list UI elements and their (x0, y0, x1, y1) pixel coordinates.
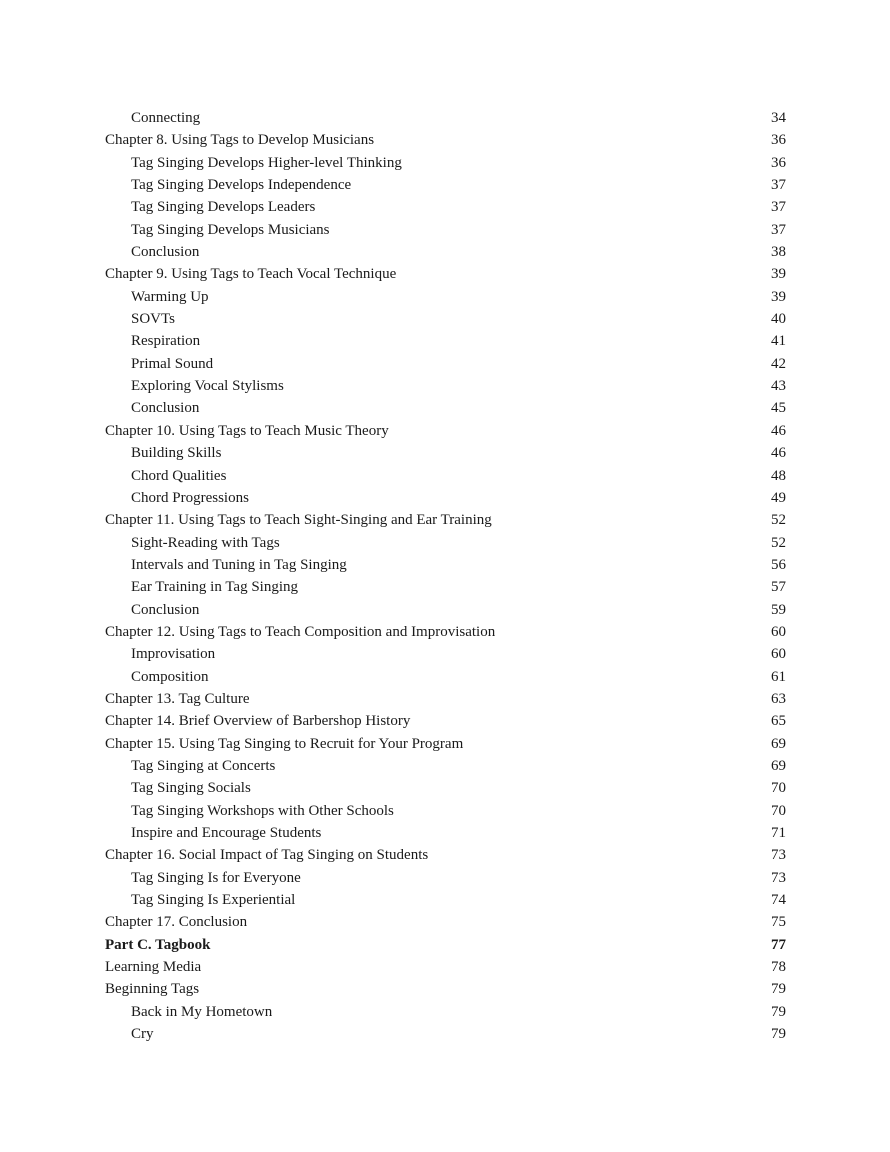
toc-entry-title: Conclusion (131, 601, 200, 618)
toc-entry-title: Ear Training in Tag Singing (131, 579, 299, 596)
toc-entry-section (105, 152, 786, 174)
toc-entry-title: Composition (131, 668, 209, 685)
toc-entry-title: Conclusion (131, 400, 200, 417)
toc-entry-section (105, 308, 786, 330)
toc-entry-page-number: 38 (771, 244, 786, 261)
toc-entry-page-number: 70 (771, 802, 786, 819)
toc-entry-page-number: 73 (771, 869, 786, 886)
toc-entry-page-number: 49 (771, 489, 786, 506)
toc-entry-page-number: 59 (771, 601, 786, 618)
toc-entry-section (105, 1001, 786, 1023)
toc-entry-title: Building Skills (131, 445, 222, 462)
toc-entry-section (105, 576, 786, 598)
toc-entry-page-number: 40 (771, 311, 786, 328)
toc-entry-chapter (105, 733, 786, 755)
toc-entry-title: Back in My Hometown (131, 1003, 273, 1020)
toc-entry-section (105, 755, 786, 777)
toc-entry-page-number: 61 (771, 668, 786, 685)
toc-entry-title: Sight-Reading with Tags (131, 534, 280, 551)
toc-entry-chapter (105, 263, 786, 285)
toc-entry-section (105, 822, 786, 844)
toc-entry-title: Chapter 16. Social Impact of Tag Singing on Students (105, 847, 429, 864)
toc-entry-title: Connecting (131, 110, 201, 126)
toc-entry-chapter (105, 978, 786, 1000)
toc-entry-title: Conclusion (131, 244, 200, 261)
toc-entry-chapter (105, 688, 786, 710)
toc-entry-section (105, 643, 786, 665)
toc-entry-page-number: 37 (771, 177, 786, 194)
toc-entry-section (105, 532, 786, 554)
toc-entry-title: Exploring Vocal Stylisms (131, 378, 284, 395)
toc-entry-title: Chapter 9. Using Tags to Teach Vocal Technique (105, 266, 397, 283)
toc-entry-section (105, 554, 786, 576)
toc-entry-chapter (105, 710, 786, 732)
toc-entry-page-number: 63 (771, 690, 786, 707)
toc-entry-title: Chapter 15. Using Tag Singing to Recruit for Your Program (105, 735, 464, 752)
toc-entry-title: Tag Singing Develops Higher-level Thinking (131, 154, 402, 171)
toc-entry-section (105, 241, 786, 263)
toc-entry-page-number: 79 (771, 1003, 786, 1020)
toc-entry-title: Tag Singing Socials (131, 780, 251, 797)
toc-entry-page-number: 36 (771, 154, 786, 171)
toc-entry-page-number: 60 (771, 623, 786, 640)
toc-entry-title: Tag Singing Develops Leaders (131, 199, 316, 216)
toc-entry-page-number: 71 (771, 825, 786, 841)
toc-entry-page-number: 65 (771, 713, 786, 730)
toc-entry-section (105, 465, 786, 487)
toc-entry-page-number: 36 (771, 132, 786, 149)
toc-entry-chapter (105, 911, 786, 933)
toc-entry-title: Beginning Tags (105, 981, 200, 998)
toc-entry-page-number: 78 (771, 959, 786, 976)
toc-entry-title: Chapter 12. Using Tags to Teach Composition and Improvisation (105, 623, 496, 640)
toc-entry-page-number: 69 (771, 735, 786, 752)
toc-entry-title: Chord Progressions (131, 489, 249, 506)
toc-entry-chapter (105, 509, 786, 531)
toc-entry-section (105, 397, 786, 419)
toc-entry-title: Tag Singing Develops Musicians (131, 221, 330, 238)
toc-entry-page-number: 69 (771, 757, 786, 774)
toc-entry-section (105, 196, 786, 218)
toc-entry-section (105, 286, 786, 308)
toc-entry-title: Intervals and Tuning in Tag Singing (131, 556, 347, 573)
toc-entry-title: Improvisation (131, 646, 216, 663)
toc-entry-page-number: 34 (771, 110, 786, 126)
toc-entry-chapter (105, 956, 786, 978)
toc-entry-page-number: 79 (771, 1026, 786, 1043)
toc-entry-chapter (105, 621, 786, 643)
toc-entry-title: Part C. Tagbook (105, 936, 211, 953)
toc-entry-section (105, 599, 786, 621)
toc-entry-title: Chapter 13. Tag Culture (105, 690, 250, 707)
toc-entry-page-number: 48 (771, 467, 786, 484)
toc-entry-page-number: 56 (771, 556, 786, 573)
toc-entry-title: Chapter 10. Using Tags to Teach Music Theory (105, 422, 389, 439)
toc-entry-section (105, 375, 786, 397)
toc-entry-page-number: 41 (771, 333, 786, 350)
toc-entry-page-number: 46 (771, 445, 786, 462)
toc-entry-page-number: 46 (771, 422, 786, 439)
toc-entry-title: Cry (131, 1026, 154, 1043)
toc-entry-title: Chord Qualities (131, 467, 227, 484)
toc-entry-page-number: 52 (771, 534, 786, 551)
toc-entry-section (105, 889, 786, 911)
toc-entry-section (105, 800, 786, 822)
toc-entry-page-number: 43 (771, 378, 786, 395)
toc-entry-section (105, 867, 786, 889)
toc-entry-page-number: 60 (771, 646, 786, 663)
toc-entry-chapter (105, 420, 786, 442)
toc-entry-page-number: 79 (771, 981, 786, 998)
toc-entry-title: Chapter 8. Using Tags to Develop Musicians (105, 132, 375, 149)
toc-entry-page-number: 52 (771, 512, 786, 529)
table-of-contents (105, 107, 786, 1045)
toc-entry-section (105, 666, 786, 688)
toc-entry-title: SOVTs (131, 311, 175, 328)
toc-entry-title: Tag Singing Workshops with Other Schools (131, 802, 394, 819)
toc-entry-section (105, 330, 786, 352)
toc-entry-title: Respiration (131, 333, 201, 350)
toc-entry-section (105, 219, 786, 241)
toc-entry-page-number: 45 (771, 400, 786, 417)
toc-entry-title: Chapter 11. Using Tags to Teach Sight-Singing and Ear Training (105, 512, 492, 529)
toc-entry-page-number: 74 (771, 892, 786, 909)
toc-entry-title: Inspire and Encourage Students (131, 825, 322, 841)
toc-entry-title: Chapter 14. Brief Overview of Barbershop History (105, 713, 411, 730)
toc-entry-title: Tag Singing Is Experiential (131, 892, 296, 909)
toc-entry-page-number: 75 (771, 914, 786, 931)
toc-entry-section (105, 777, 786, 799)
toc-entry-page-number: 77 (771, 936, 786, 953)
toc-entry-title: Warming Up (131, 288, 209, 305)
toc-entry-section (105, 487, 786, 509)
toc-entry-page-number: 39 (771, 266, 786, 283)
toc-entry-page-number: 70 (771, 780, 786, 797)
toc-entry-page-number: 57 (771, 579, 786, 596)
toc-entry-title: Tag Singing Develops Independence (131, 177, 352, 194)
toc-entry-title: Tag Singing at Concerts (131, 757, 276, 774)
toc-entry-page-number: 42 (771, 355, 786, 372)
toc-entry-title: Chapter 17. Conclusion (105, 914, 248, 931)
toc-entry-chapter (105, 844, 786, 866)
toc-entry-page-number: 37 (771, 199, 786, 216)
toc-entry-section (105, 107, 786, 129)
toc-entry-title: Learning Media (105, 959, 202, 976)
toc-entry-page-number: 39 (771, 288, 786, 305)
toc-entry-page-number: 37 (771, 221, 786, 238)
toc-entry-section (105, 1023, 786, 1045)
toc-entry-title: Primal Sound (131, 355, 214, 372)
toc-entry-section (105, 442, 786, 464)
toc-entry-chapter (105, 129, 786, 151)
toc-entry-title: Tag Singing Is for Everyone (131, 869, 301, 886)
toc-entry-section (105, 174, 786, 196)
toc-entry-chapter (105, 934, 786, 956)
toc-entry-section (105, 353, 786, 375)
toc-entry-page-number: 73 (771, 847, 786, 864)
